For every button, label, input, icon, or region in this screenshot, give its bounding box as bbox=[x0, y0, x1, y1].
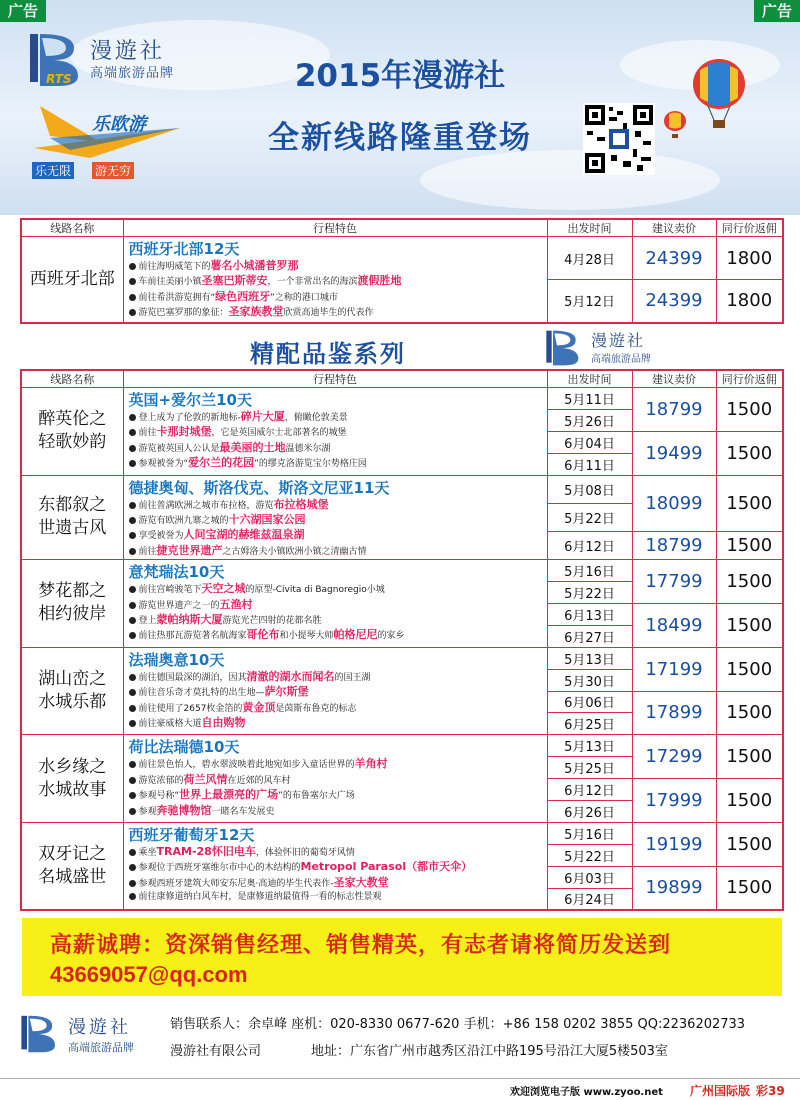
website-text[interactable]: 欢迎浏览电子版 www.zyoo.net bbox=[510, 1087, 663, 1098]
page-number: 彩39 bbox=[756, 1084, 785, 1098]
price: 19499 bbox=[632, 431, 716, 475]
feature-text: ，体验怀旧的葡萄牙风情 bbox=[255, 847, 355, 858]
route-title: 西班牙北部12天 bbox=[128, 240, 240, 258]
brand-logo-small bbox=[545, 328, 695, 368]
bullet-dot-icon bbox=[129, 309, 136, 316]
feature-bullet bbox=[129, 773, 547, 788]
commission: 1500 bbox=[716, 560, 783, 604]
brand-slogan: 高端旅游品牌 bbox=[591, 354, 651, 365]
feature-highlight: 羊角村 bbox=[354, 757, 388, 771]
recruitment-banner bbox=[22, 918, 782, 996]
price: 19899 bbox=[632, 866, 716, 910]
departure-date: 6月06日 bbox=[547, 691, 632, 713]
route-table-featured bbox=[20, 218, 784, 324]
bullet-dot-icon bbox=[129, 445, 136, 452]
headline-year: 2015年漫游社 bbox=[294, 58, 506, 94]
feature-text: ，它是英国威尔士北部著名的城堡 bbox=[211, 428, 347, 439]
feature-text: 的家乡 bbox=[377, 631, 405, 642]
feature-highlight: 卡那封城堡 bbox=[156, 425, 212, 439]
feature-highlight: 绿色西班牙 bbox=[215, 289, 271, 303]
company-name: 漫游社有限公司 bbox=[170, 1044, 262, 1059]
feature-bullet bbox=[129, 582, 547, 597]
bottom-bar bbox=[0, 1078, 800, 1100]
commission: 1500 bbox=[716, 822, 783, 866]
bullet-dot-icon bbox=[129, 849, 136, 856]
brand-name: 漫遊社 bbox=[68, 1017, 131, 1038]
commission: 1500 bbox=[716, 691, 783, 735]
bullet-dot-icon bbox=[129, 777, 136, 784]
feature-bullet bbox=[129, 701, 547, 716]
feature-text: 的国王湖 bbox=[334, 672, 371, 683]
bullet-dot-icon bbox=[129, 880, 136, 887]
commission: 1800 bbox=[716, 237, 783, 280]
route-name bbox=[21, 647, 123, 735]
feature-bullet bbox=[129, 528, 547, 543]
feature-bullet bbox=[129, 598, 547, 613]
feature-text: 前往德国最深的湖泊，因其 bbox=[138, 672, 247, 683]
feature-text: 前往 bbox=[138, 546, 157, 557]
route-bullets bbox=[129, 845, 547, 905]
route-bullets bbox=[129, 757, 547, 819]
departure-date: 6月03日 bbox=[547, 866, 632, 888]
feature-bullet bbox=[129, 685, 547, 700]
feature-highlight: 十六湖国家公园 bbox=[228, 512, 306, 526]
feature-text: ”之称的港口城市 bbox=[270, 292, 338, 303]
feature-bullet bbox=[129, 891, 547, 904]
departure-date: 5月26日 bbox=[547, 409, 632, 431]
commission: 1500 bbox=[716, 647, 783, 691]
feature-highlight: 圣家大教堂 bbox=[333, 875, 389, 889]
feature-text: 参观被誉为“ bbox=[138, 459, 189, 470]
feature-bullet bbox=[129, 628, 547, 643]
header-commission: 同行价返佣 bbox=[716, 370, 783, 388]
footer bbox=[0, 1005, 800, 1065]
bullet-dot-icon bbox=[129, 586, 136, 593]
table-row bbox=[21, 388, 783, 410]
feature-bullet bbox=[129, 410, 547, 425]
feature-text: 参观西班牙建筑大师安东尼奥·高迪的毕生代表作- bbox=[138, 878, 334, 889]
departure-date: 5月12日 bbox=[547, 280, 632, 323]
contact-info: 销售联系人：余卓峰 座机：020-8330 0677-620 手机：+86 158 0202 3855 QQ:2236202733 bbox=[170, 1017, 746, 1032]
departure-date: 6月13日 bbox=[547, 603, 632, 625]
departure-date: 6月27日 bbox=[547, 625, 632, 647]
feature-text: 前往热那瓦游览著名航海家 bbox=[138, 631, 247, 642]
departure-date: 6月04日 bbox=[547, 431, 632, 453]
bullet-dot-icon bbox=[129, 689, 136, 696]
leyou-tag: 游无穷 bbox=[92, 162, 134, 179]
feature-text: 前往海明威笔下的 bbox=[138, 262, 211, 272]
feature-highlight: 最美丽的土地 bbox=[219, 440, 286, 454]
bullet-dot-icon bbox=[129, 263, 136, 270]
feature-text: 参观位于西班牙塞维尔市中心的木结构的 bbox=[138, 863, 301, 874]
bullet-dot-icon bbox=[129, 720, 136, 727]
departure-date: 4月28日 bbox=[547, 237, 632, 280]
feature-bullet bbox=[129, 305, 547, 320]
route-title: 荷比法瑞德10天 bbox=[128, 738, 240, 757]
table-row bbox=[21, 822, 783, 844]
price: 17899 bbox=[632, 691, 716, 735]
feature-highlight: 碎片大厦 bbox=[240, 410, 285, 423]
feature-highlight: 萨尔斯堡 bbox=[264, 685, 309, 699]
feature-bullet bbox=[129, 788, 547, 803]
bullet-dot-icon bbox=[129, 617, 136, 624]
price: 24399 bbox=[632, 280, 716, 323]
feature-text: 前往宫崎骏笔下 bbox=[138, 585, 202, 596]
header-route: 线路名称 bbox=[21, 219, 123, 237]
header-banner bbox=[0, 0, 800, 215]
feature-bullet bbox=[129, 613, 547, 628]
feature-text: 温德米尔湖 bbox=[285, 443, 331, 454]
feature-bullet bbox=[129, 259, 547, 274]
brand-name: 漫遊社 bbox=[591, 331, 646, 350]
departure-date: 6月12日 bbox=[547, 531, 632, 559]
header-departure: 出发时间 bbox=[547, 219, 632, 237]
feature-text: 游览光芒四射的花都名胜 bbox=[222, 616, 322, 626]
route-title: 法瑞奥意10天 bbox=[128, 650, 225, 669]
brand-logo-footer bbox=[20, 1013, 170, 1055]
departure-date: 6月11日 bbox=[547, 453, 632, 475]
departure-date: 5月22日 bbox=[547, 582, 632, 604]
recruitment-text: 高薪诚聘：资深销售经理、销售精英，有志者请将简历发送到 bbox=[50, 933, 672, 958]
price: 17999 bbox=[632, 779, 716, 823]
brand-slogan: 高端旅游品牌 bbox=[68, 1041, 134, 1054]
bullet-dot-icon bbox=[129, 532, 136, 539]
feature-text: 一睹名车发展史 bbox=[211, 806, 275, 817]
feature-text: ”的布鲁塞尔大广场 bbox=[278, 791, 355, 802]
feature-highlight: 捷克世界遗产 bbox=[156, 543, 223, 557]
price: 17199 bbox=[632, 647, 716, 691]
leyou-tag: 乐无限 bbox=[32, 162, 74, 179]
commission: 1500 bbox=[716, 475, 783, 531]
route-features bbox=[123, 475, 547, 560]
route-features bbox=[123, 237, 547, 323]
feature-bullet bbox=[129, 425, 547, 440]
departure-date: 5月11日 bbox=[547, 388, 632, 410]
feature-bullet bbox=[129, 513, 547, 528]
price: 17299 bbox=[632, 735, 716, 779]
departure-date: 6月24日 bbox=[547, 888, 632, 910]
bullet-dot-icon bbox=[129, 414, 136, 421]
bullet-dot-icon bbox=[129, 761, 136, 768]
feature-text: ”的缪克洛游览宝尔势格庄园 bbox=[254, 459, 367, 470]
route-title: 德捷奥匈、斯洛伐克、斯洛文尼亚11天 bbox=[128, 478, 390, 497]
feature-highlight: 奔驰博物馆 bbox=[156, 803, 212, 817]
route-bullets bbox=[129, 498, 547, 560]
feature-highlight: 圣塞巴斯蒂安 bbox=[201, 274, 268, 288]
feature-text: 登上 bbox=[138, 616, 157, 626]
route-features bbox=[123, 735, 547, 823]
table-row bbox=[21, 475, 783, 503]
price: 18099 bbox=[632, 475, 716, 531]
brand-slogan: 高端旅游品牌 bbox=[90, 66, 175, 81]
bullet-dot-icon bbox=[129, 460, 136, 467]
leyou-logo bbox=[30, 98, 190, 188]
feature-text: 参观 bbox=[138, 806, 157, 817]
route-title: 英国+爱尔兰10天 bbox=[128, 391, 252, 409]
table-row bbox=[21, 735, 783, 757]
table-header-row bbox=[21, 370, 783, 388]
brand-logo-icon bbox=[545, 328, 585, 368]
feature-text: 游览浓郁的 bbox=[138, 775, 184, 786]
header-departure: 出发时间 bbox=[547, 370, 632, 388]
small-balloon-icon bbox=[663, 110, 687, 140]
route-name-line: 东都叙之 bbox=[38, 495, 107, 516]
feature-text: 登上成为了伦敦的新地标- bbox=[138, 413, 241, 423]
bullet-dot-icon bbox=[129, 602, 136, 609]
bullet-dot-icon bbox=[129, 548, 136, 555]
departure-date: 5月22日 bbox=[547, 844, 632, 866]
route-bullets bbox=[129, 582, 547, 644]
bullet-dot-icon bbox=[129, 278, 136, 285]
route-name-line: 湖山峦之 bbox=[38, 669, 107, 690]
feature-bullet bbox=[129, 670, 547, 685]
route-name-line: 双牙记之 bbox=[38, 843, 107, 864]
feature-text: 前往音乐奇才莫扎特的出生地— bbox=[138, 688, 265, 699]
feature-highlight: 天空之城 bbox=[201, 582, 246, 596]
feature-text: ，一个非常出名的海滨 bbox=[267, 277, 358, 288]
headline-tagline: 全新线路隆重登场 bbox=[268, 120, 532, 156]
table-row bbox=[21, 647, 783, 669]
header-features: 行程特色 bbox=[123, 219, 547, 237]
feature-text: 游览世界遗产之一的 bbox=[138, 600, 220, 611]
feature-highlight: 世界上最漂亮的广场 bbox=[179, 788, 279, 802]
feature-text: 游览被英国人公认是 bbox=[138, 443, 220, 454]
feature-bullet bbox=[129, 441, 547, 456]
feature-bullet bbox=[129, 498, 547, 513]
route-name-line: 醉英伦之 bbox=[38, 409, 107, 430]
feature-bullet bbox=[129, 845, 547, 860]
feature-bullet bbox=[129, 544, 547, 559]
feature-text: 前往豪威格大道 bbox=[138, 718, 202, 729]
route-name bbox=[21, 822, 123, 910]
route-name bbox=[21, 560, 123, 648]
feature-highlight: 渡假胜地 bbox=[357, 274, 402, 288]
feature-text: 前往 bbox=[138, 428, 157, 439]
route-name bbox=[21, 735, 123, 823]
edition-label: 广州国际版 bbox=[690, 1084, 751, 1098]
route-title: 西班牙葡萄牙12天 bbox=[128, 825, 255, 844]
bullet-dot-icon bbox=[129, 674, 136, 681]
feature-highlight: 爱尔兰的花园 bbox=[188, 456, 255, 470]
departure-date: 5月25日 bbox=[547, 757, 632, 779]
feature-bullet bbox=[129, 804, 547, 819]
leyou-name: 乐欧游 bbox=[92, 114, 146, 135]
commission: 1500 bbox=[716, 388, 783, 432]
feature-text: 前往景色怡人，碧水翠波映着此地宛如步入童话世界的 bbox=[138, 760, 355, 771]
feature-text: 前往希洪游览拥有“ bbox=[138, 292, 216, 303]
feature-highlight: 布拉格城堡 bbox=[273, 497, 329, 511]
bullet-dot-icon bbox=[129, 429, 136, 436]
bullet-dot-icon bbox=[129, 893, 136, 900]
route-name-line: 水城故事 bbox=[38, 779, 107, 800]
hot-air-balloon-icon bbox=[690, 58, 748, 130]
bullet-dot-icon bbox=[129, 792, 136, 799]
feature-highlight: 人间宝湖的赫维兹温泉湖 bbox=[183, 528, 305, 542]
feature-text: ，俯瞰伦敦美景 bbox=[284, 413, 348, 423]
departure-date: 5月08日 bbox=[547, 475, 632, 503]
feature-text: 之古姆洛夫小镇欧洲小镇之清幽古情 bbox=[222, 546, 367, 557]
route-name-line: 水乡缘之 bbox=[38, 756, 107, 777]
price: 19199 bbox=[632, 822, 716, 866]
table-row bbox=[21, 237, 783, 280]
feature-highlight: 薯名小城潘普罗那 bbox=[210, 259, 299, 272]
feature-text: 在近郊的风车村 bbox=[227, 775, 291, 786]
table-header-row bbox=[21, 219, 783, 237]
feature-highlight: 圣家族教堂 bbox=[228, 305, 284, 319]
feature-text: 参观号称“ bbox=[138, 791, 180, 802]
header-commission: 同行价返佣 bbox=[716, 219, 783, 237]
feature-highlight: 五渔村 bbox=[219, 597, 253, 611]
ad-label: 广告 bbox=[754, 0, 800, 22]
bullet-dot-icon bbox=[129, 808, 136, 815]
table-row bbox=[21, 560, 783, 582]
bullet-dot-icon bbox=[129, 632, 136, 639]
route-features bbox=[123, 388, 547, 476]
feature-text: 和小提琴大师 bbox=[279, 631, 334, 642]
section-title: 精配品鉴系列 bbox=[250, 340, 406, 368]
departure-date: 6月12日 bbox=[547, 779, 632, 801]
commission: 1500 bbox=[716, 779, 783, 823]
price: 24399 bbox=[632, 237, 716, 280]
bullet-dot-icon bbox=[129, 705, 136, 712]
departure-date: 5月30日 bbox=[547, 669, 632, 691]
header-price: 建议卖价 bbox=[632, 219, 716, 237]
route-table-series bbox=[20, 369, 784, 911]
departure-date: 5月16日 bbox=[547, 822, 632, 844]
feature-highlight: 清澈的湖水而闻名 bbox=[246, 669, 335, 683]
route-features bbox=[123, 822, 547, 910]
route-name-line: 名城盛世 bbox=[38, 866, 107, 887]
commission: 1800 bbox=[716, 280, 783, 323]
route-bullets bbox=[129, 670, 547, 732]
recruitment-email[interactable]: 43669057@qq.com bbox=[50, 962, 248, 987]
qr-code-icon bbox=[583, 103, 655, 175]
route-name-line: 水城乐都 bbox=[38, 692, 107, 713]
feature-highlight: 蒙帕纳斯大厦 bbox=[156, 613, 223, 626]
brand-logo-icon bbox=[20, 1013, 62, 1055]
route-name bbox=[21, 388, 123, 476]
feature-bullet bbox=[129, 860, 547, 875]
feature-text: 的原型-Civita di Bagnoregio小城 bbox=[245, 585, 385, 596]
route-name-line: 轻歌妙韵 bbox=[38, 432, 107, 453]
feature-bullet bbox=[129, 876, 547, 891]
feature-bullet bbox=[129, 456, 547, 471]
feature-highlight: 荷兰风情 bbox=[183, 772, 228, 786]
header-price: 建议卖价 bbox=[632, 370, 716, 388]
bullet-dot-icon bbox=[129, 502, 136, 509]
feature-text: 车前往美丽小镇 bbox=[138, 277, 202, 288]
commission: 1500 bbox=[716, 735, 783, 779]
feature-highlight: 自由购物 bbox=[201, 715, 246, 729]
departure-date: 5月22日 bbox=[547, 503, 632, 531]
price: 17799 bbox=[632, 560, 716, 604]
bullet-dot-icon bbox=[129, 517, 136, 524]
header-route: 线路名称 bbox=[21, 370, 123, 388]
price: 18499 bbox=[632, 603, 716, 647]
route-features bbox=[123, 647, 547, 735]
feature-bullet bbox=[129, 274, 547, 289]
commission: 1500 bbox=[716, 866, 783, 910]
commission: 1500 bbox=[716, 431, 783, 475]
route-name-line: 相约彼岸 bbox=[38, 604, 107, 625]
feature-highlight: Metropol Parasol（都市天伞） bbox=[300, 860, 473, 874]
price: 18799 bbox=[632, 531, 716, 559]
brand-name: 漫遊社 bbox=[90, 39, 166, 64]
bullet-dot-icon bbox=[129, 864, 136, 871]
cloud-decoration bbox=[420, 150, 720, 210]
feature-highlight: 帕格尼尼 bbox=[333, 628, 378, 642]
feature-highlight: TRAM-28怀旧电车 bbox=[156, 844, 256, 858]
feature-text: 乘坐 bbox=[138, 847, 157, 858]
feature-text: 前往普满欧洲之城市布拉格，游览 bbox=[138, 500, 274, 511]
route-name-line: 梦花都之 bbox=[38, 581, 107, 602]
feature-bullet bbox=[129, 290, 547, 305]
route-name bbox=[21, 475, 123, 560]
departure-date: 5月13日 bbox=[547, 647, 632, 669]
feature-text: 游览有欧洲九寨之城的 bbox=[138, 515, 229, 526]
departure-date: 6月25日 bbox=[547, 713, 632, 735]
route-features bbox=[123, 560, 547, 648]
feature-text: 游览巴塞罗那的象征： bbox=[138, 308, 229, 319]
departure-date: 6月26日 bbox=[547, 800, 632, 822]
departure-date: 5月16日 bbox=[547, 560, 632, 582]
feature-text: 前往康修道纳白风车村，是康修道纳最值得一看的标志性景观 bbox=[138, 892, 382, 903]
route-title: 意梵瑞法10天 bbox=[128, 563, 225, 582]
feature-highlight: 哥伦布 bbox=[246, 628, 280, 642]
feature-bullet bbox=[129, 716, 547, 731]
feature-text: 享受被誉为 bbox=[138, 531, 184, 542]
commission: 1500 bbox=[716, 603, 783, 647]
route-name: 西班牙北部 bbox=[21, 237, 123, 323]
departure-date: 5月13日 bbox=[547, 735, 632, 757]
commission: 1500 bbox=[716, 531, 783, 559]
company-address: 地址：广东省广州市越秀区沿江中路195号沿江大厦5楼503室 bbox=[311, 1044, 668, 1059]
price: 18799 bbox=[632, 388, 716, 432]
bullet-dot-icon bbox=[129, 294, 136, 301]
header-features: 行程特色 bbox=[123, 370, 547, 388]
feature-highlight: 黄金顶 bbox=[242, 700, 276, 714]
ad-label: 广告 bbox=[0, 0, 46, 22]
route-name-line: 世遗古风 bbox=[38, 518, 107, 539]
feature-text: 欣赏高迪毕生的代表作 bbox=[283, 308, 374, 319]
route-bullets bbox=[129, 410, 547, 472]
feature-bullet bbox=[129, 757, 547, 772]
feature-text: 前往使用了2657枚金箔的 bbox=[138, 703, 243, 714]
route-bullets bbox=[129, 259, 547, 321]
feature-text: 是茵斯布鲁克的标志 bbox=[275, 703, 357, 714]
brand-initials: RTS bbox=[46, 72, 72, 86]
brand-logo bbox=[28, 30, 203, 90]
